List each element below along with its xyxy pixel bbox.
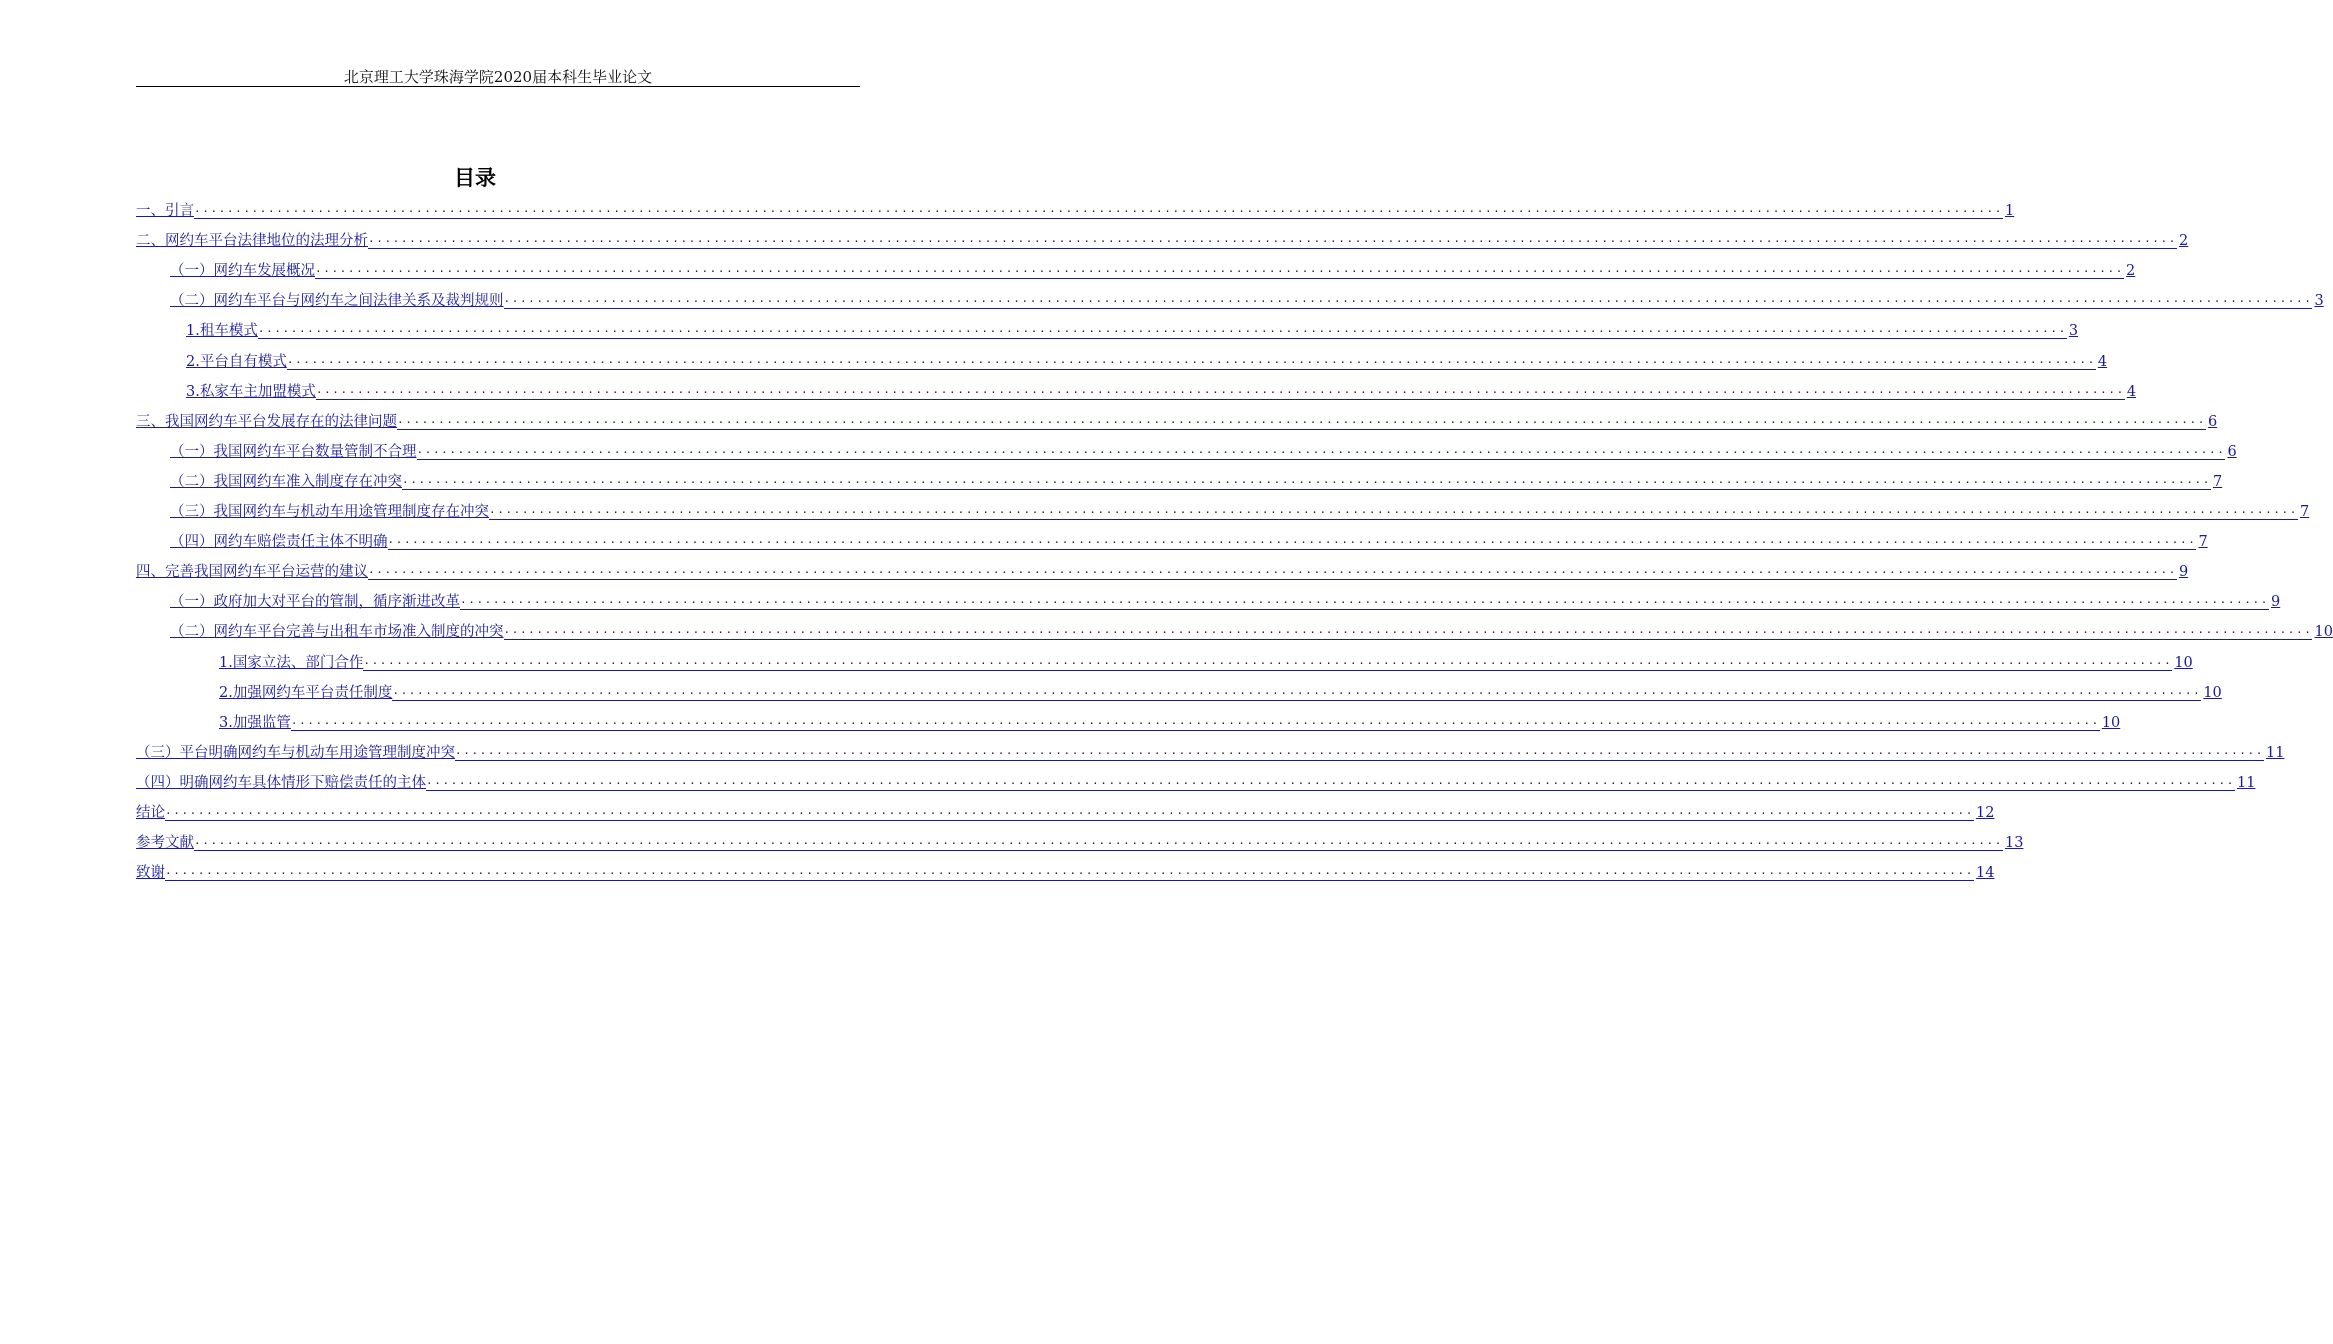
- toc-entry[interactable]: [136, 672, 2222, 702]
- toc-entry-label[interactable]: （三）我国网约车与机动车用途管理制度存在冲突: [170, 504, 489, 521]
- toc-entry-label[interactable]: （一）我国网约车平台数量管制不合理: [170, 443, 417, 460]
- toc-leader-dots: ............................................................................................................................................................................................................................: [388, 531, 2197, 550]
- toc-entry-label[interactable]: 二、网约车平台法律地位的法理分析: [136, 233, 368, 250]
- toc-entry[interactable]: [136, 702, 2121, 732]
- toc-leader-dots: ............................................................................................................................................................................................................................: [165, 862, 1974, 881]
- toc-entry-page-number[interactable]: 7: [2212, 473, 2223, 490]
- toc-leader-dots: ............................................................................................................................................................................................................................: [504, 621, 2313, 640]
- toc-entry-page-number[interactable]: 11: [2236, 774, 2256, 791]
- toc-leader-dots: ............................................................................................................................................................................................................................: [368, 561, 2177, 580]
- toc-entry-label[interactable]: （一）网约车发展概况: [170, 263, 315, 280]
- toc-entry-page-number[interactable]: 7: [2198, 534, 2208, 551]
- toc-entry-page-number[interactable]: 2: [2125, 263, 2136, 280]
- toc-entry-label[interactable]: 2.加强网约车平台责任制度: [219, 684, 393, 701]
- toc-entry[interactable]: [136, 762, 2256, 792]
- toc-entry-label[interactable]: （二）我国网约车准入制度存在冲突: [170, 473, 402, 490]
- toc-entry[interactable]: [136, 491, 2310, 521]
- toc-entry[interactable]: [136, 431, 2237, 461]
- toc-entry-page-number[interactable]: 2: [2178, 233, 2189, 250]
- toc-entry-label[interactable]: 1.国家立法、部门合作: [219, 654, 364, 671]
- toc-entry-page-number[interactable]: 13: [2004, 835, 2024, 852]
- toc-leader-dots: ............................................................................................................................................................................................................................: [504, 290, 2313, 309]
- toc-entry-label[interactable]: 1.租车模式: [186, 323, 258, 340]
- toc-entry[interactable]: [136, 792, 1995, 822]
- toc-entry-label[interactable]: （四）明确网约车具体情形下赔偿责任的主体: [136, 774, 426, 791]
- toc-leader-dots: ............................................................................................................................................................................................................................: [194, 200, 2003, 219]
- toc-entry[interactable]: [136, 220, 2189, 250]
- toc-entry-page-number[interactable]: 6: [2227, 443, 2237, 460]
- toc-entry[interactable]: [136, 371, 2137, 401]
- toc-entry[interactable]: [136, 250, 2136, 280]
- toc-title: 目录: [454, 166, 496, 190]
- toc-entry-label[interactable]: （二）网约车平台完善与出租车市场准入制度的冲突: [170, 624, 504, 641]
- toc-entry-label[interactable]: （四）网约车赔偿责任主体不明确: [170, 534, 388, 551]
- toc-entry-label[interactable]: （一）政府加大对平台的管制，循序渐进改革: [170, 594, 460, 611]
- toc-leader-dots: ............................................................................................................................................................................................................................: [291, 712, 2100, 731]
- toc-entry[interactable]: [136, 521, 2208, 551]
- toc-entry-page-number[interactable]: 9: [2270, 594, 2281, 611]
- toc-entry-page-number[interactable]: 1: [2004, 203, 2015, 220]
- toc-leader-dots: ............................................................................................................................................................................................................................: [455, 742, 2264, 761]
- toc-leader-dots: ............................................................................................................................................................................................................................: [258, 320, 2067, 339]
- toc-leader-dots: ............................................................................................................................................................................................................................: [316, 381, 2125, 400]
- toc-entry-label[interactable]: 2.平台自有模式: [186, 353, 287, 370]
- toc-entry-page-number[interactable]: 4: [2097, 353, 2108, 370]
- toc-entry-page-number[interactable]: 14: [1975, 865, 1995, 882]
- toc-entry-page-number[interactable]: 10: [2314, 624, 2333, 641]
- toc-leader-dots: ............................................................................................................................................................................................................................: [417, 441, 2226, 460]
- toc-entry-page-number[interactable]: 12: [1975, 804, 1995, 821]
- toc-leader-dots: ............................................................................................................................................................................................................................: [402, 471, 2211, 490]
- toc-entry[interactable]: [136, 461, 2223, 491]
- toc-entry[interactable]: [136, 641, 2193, 671]
- toc-entry-label[interactable]: 三、我国网约车平台发展存在的法律问题: [136, 413, 397, 430]
- toc-entry[interactable]: [136, 551, 2189, 581]
- toc-entry-label[interactable]: （三）平台明确网约车与机动车用途管理制度冲突: [136, 744, 455, 761]
- toc-entry-page-number[interactable]: 6: [2207, 413, 2218, 430]
- toc-entry[interactable]: [136, 280, 2324, 310]
- toc-entry-label[interactable]: 参考文献: [136, 835, 194, 852]
- toc-entry-page-number[interactable]: 3: [2068, 323, 2079, 340]
- toc-entry[interactable]: [136, 401, 2218, 431]
- toc-entry-label[interactable]: 结论: [136, 804, 165, 821]
- toc-entry-page-number[interactable]: 10: [2174, 654, 2193, 671]
- page-header: 北京理工大学珠海学院2020届本科生毕业论文: [343, 68, 653, 86]
- toc-entry-label[interactable]: （二）网约车平台与网约车之间法律关系及裁判规则: [170, 293, 504, 310]
- toc-entry[interactable]: [136, 822, 2024, 852]
- toc-entry-page-number[interactable]: 7: [2299, 504, 2310, 521]
- toc-leader-dots: ............................................................................................................................................................................................................................: [368, 230, 2177, 249]
- toc-entry-page-number[interactable]: 10: [2203, 684, 2222, 701]
- toc-leader-dots: ............................................................................................................................................................................................................................: [392, 682, 2201, 701]
- toc-entry[interactable]: [136, 310, 2079, 340]
- toc-entry-page-number[interactable]: 4: [2126, 383, 2137, 400]
- toc-leader-dots: ............................................................................................................................................................................................................................: [287, 351, 2096, 370]
- toc-entry-label[interactable]: 3.加强监管: [219, 714, 291, 731]
- toc-leader-dots: ............................................................................................................................................................................................................................: [460, 591, 2269, 610]
- toc-leader-dots: ............................................................................................................................................................................................................................: [194, 832, 2003, 851]
- toc-entry[interactable]: [136, 190, 2015, 220]
- header-divider: [136, 86, 860, 87]
- toc-entry[interactable]: [136, 581, 2281, 611]
- toc-entry-page-number[interactable]: 3: [2314, 293, 2324, 310]
- toc-entry-page-number[interactable]: 11: [2265, 744, 2285, 761]
- table-of-contents: [136, 190, 2333, 882]
- toc-leader-dots: ............................................................................................................................................................................................................................: [315, 260, 2124, 279]
- toc-entry[interactable]: [136, 852, 1995, 882]
- toc-entry-label[interactable]: 四、完善我国网约车平台运营的建议: [136, 564, 368, 581]
- toc-entry-page-number[interactable]: 9: [2178, 564, 2189, 581]
- toc-leader-dots: ............................................................................................................................................................................................................................: [165, 802, 1974, 821]
- toc-leader-dots: ............................................................................................................................................................................................................................: [397, 411, 2206, 430]
- toc-entry[interactable]: [136, 732, 2285, 762]
- toc-entry-label[interactable]: 3.私家车主加盟模式: [186, 383, 316, 400]
- toc-leader-dots: ............................................................................................................................................................................................................................: [426, 772, 2235, 791]
- toc-entry[interactable]: [136, 340, 2108, 370]
- toc-leader-dots: ............................................................................................................................................................................................................................: [363, 652, 2172, 671]
- toc-entry-label[interactable]: 一、引言: [136, 203, 194, 220]
- toc-entry[interactable]: [136, 611, 2333, 641]
- toc-leader-dots: ............................................................................................................................................................................................................................: [489, 501, 2298, 520]
- toc-entry-page-number[interactable]: 10: [2101, 714, 2121, 731]
- toc-entry-label[interactable]: 致谢: [136, 865, 165, 882]
